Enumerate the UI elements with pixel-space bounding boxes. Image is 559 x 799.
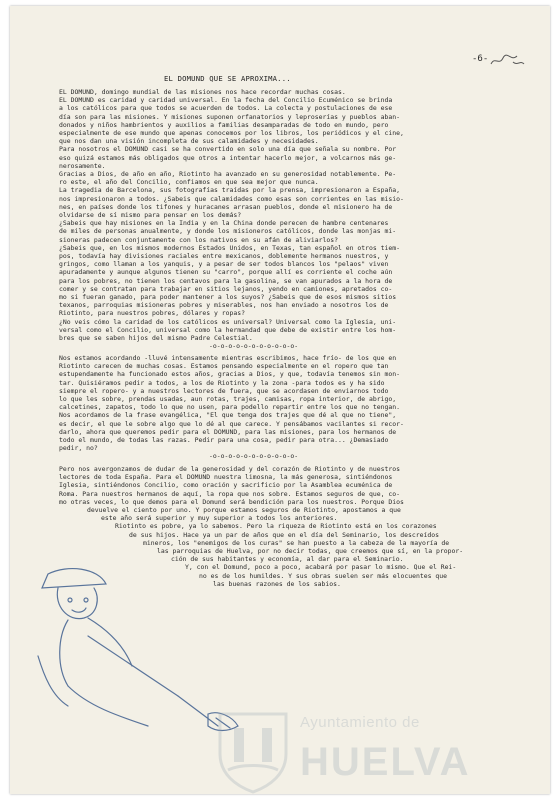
text-line: pedir, no?	[59, 444, 98, 453]
handwritten-mark-icon	[487, 50, 527, 70]
text-line: EL DOMUND es caridad y caridad universal. En la fecha del Concilio Ecuménico se brinda	[59, 96, 393, 105]
text-line: texanos, parroquias misioneras pobres y miserables, nos han enviado a nosotros los de	[59, 301, 389, 310]
text-line: versal como el Concilio, universal como la hermandad que debe de existir entre los hom-	[59, 325, 397, 334]
text-line: a los católicos para que todos se acuerden de todos. La colecta y postulaciones de ese	[59, 104, 393, 113]
text-line: La tragedia de Barcelona, sus fotografías traídas por la prensa, impresionaron a España,	[59, 186, 401, 195]
text-line: Nos estamos acordando -lluvé intensamente mientras escribimos, hace frío- de los que en	[59, 354, 397, 362]
text-line: especialmente de ese mundo que apenas conocemos por los libros, los periódicos y el cine,	[59, 129, 404, 138]
text-line: darlo, ahora que queremos pedir para el DOMUND, para las misiones, para los hermanos de	[59, 427, 397, 436]
text-line: Riotinto es pobre, ya lo sabemos. Pero la riqueza de Riotinto está en los corazones	[115, 522, 437, 531]
text-line: tar. Quisiéramos pedir a todos, a los de Riotinto y la zona -para todos es y ha sido	[59, 378, 385, 387]
text-line: comer y se contratan para trabajar en sitios lejanos, yendo en camiones, apretados co-	[59, 284, 393, 293]
text-line: las buenas razones de los sabios.	[213, 579, 341, 588]
text-line: mineros, los "enemigos de los curas" se han puesto a la cabeza de la mayoría de	[143, 538, 450, 547]
text-line: no es de los humildes. Y sus obras suelen ser más elocuentes que	[199, 571, 448, 580]
watermark	[210, 706, 540, 796]
text-line: Pero nos avergonzamos de dudar de la generosidad y del corazón de Riotinto y de nuestros	[59, 465, 401, 473]
text-line: ción de sus habitantes y economía, al dar para el Seminario.	[171, 555, 404, 564]
text-line: eso quizá estamos más obligados que otros a intentar hacerlo mejor, a volcarnos más ge-	[59, 153, 397, 162]
paragraph-intro	[59, 88, 521, 351]
text-line: para los pobres, no tienen los centavos para la gasolina, se van apurados a la hora de	[59, 276, 393, 285]
text-line: las parroquias de Huelva, por no decir todas, que creemos que sí, en la propor-	[157, 547, 464, 556]
text-line: que nos dan una visión incompleta de sus calamidades y necesidades.	[59, 137, 319, 146]
watermark-line1: Ayuntamiento de	[300, 714, 420, 731]
text-line: mo otras veces, lo que demos para el Domund será bendición para los nuestros. Porque Dios	[59, 497, 404, 506]
text-line: nes, en países donde los tifones y huracanes arrasan pueblos, donde el misionero ha de	[59, 202, 393, 211]
text-line: es decir, el que le sobre algo que lo dé al que carece. Y pensábamos vacilantes si recor-	[59, 419, 404, 428]
document-page	[10, 6, 550, 794]
text-line: siempre el ropero- y a nuestros lectores de fuera, que se acordasen de enviarnos todo	[59, 386, 389, 395]
text-line: nerosamente.	[59, 161, 106, 170]
text-line: EL DOMUND, domingo mundial de las misiones nos hace recordar muchas cosas.	[59, 88, 346, 96]
text-line: todo el mundo, de todas las razas. Pedir para una cosa, pedir para otra... ¿Demasiado	[59, 436, 389, 445]
text-line: Iglesia, sintiéndonos Concilio, como oración y sacrificio por la Asamblea ecuménica de	[59, 481, 393, 490]
city-shield-icon	[214, 708, 292, 794]
text-line: ¿Sabeis que hay misiones en la India y en la China donde perecen de hambre centenares	[59, 219, 389, 228]
text-line: Nos acordamos de la frase evangélica, "El que tenga dos trajes que dé al que no tiene",	[59, 411, 397, 420]
text-line: ¿No veis cómo la caridad de los católicos es universal? Universal como la Iglesia, uni-	[59, 317, 397, 326]
section-separator: -o-o-o-o-o-o-o-o-o-o-o-	[209, 452, 299, 461]
text-line: Roma. Para nuestros hermanos de aquí, la ropa que nos sobre. Estamos seguros de que, co-	[59, 489, 401, 498]
text-line: Para nosotros el DOMUND casi se ha convertido en solo una día que señala su nombre. Por	[59, 145, 397, 154]
text-line: ro este, el año del Concilio, confiamos en que sea mejor que nunca.	[59, 178, 319, 187]
text-line: devuelve el ciento por uno. Y porque estamos seguros de Riotinto, apostamos a que	[87, 506, 401, 515]
text-line: nos impresionaron a todos. ¿Sabeis que calamidades como esas son corrientes en las misio-	[59, 194, 404, 203]
text-line: donados y niños hambrientos y auxilios a familias desamparadas de todo en mundo, pero	[59, 120, 389, 129]
text-line: sioneras padecen conjuntamente con los nativos en su afán de aliviarlos?	[59, 235, 339, 244]
text-line: mo si fueran ganado, para poder mantener a los suyos? ¿Sabeis que de esos mismos sitios	[59, 293, 397, 302]
text-line: estupendamente ha funcionado estos años, gracias a Dios, y que, todavía tenemos sin mon-	[59, 370, 401, 379]
text-line: Y, con el Domund, poco a poco, acabará por pasar lo mismo. Que el Rei-	[185, 563, 457, 572]
text-line: de miles de personas anualmente, y donde los misioneros católicos, donde las monjas mi-	[59, 227, 397, 236]
page-number: -6-	[472, 54, 489, 64]
section-separator: -o-o-o-o-o-o-o-o-o-o-o-	[209, 342, 299, 351]
text-line: calcetines, zapatos, todo lo que no usen, para podello repartir entre los que no tengan.	[59, 403, 401, 412]
text-line: pos, todavía hay divisiones raciales entre mexicanos, doblemente hermanos nuestros, y	[59, 252, 389, 261]
paragraph-ropero	[59, 354, 521, 461]
page-title: EL DOMUND QUE SE APROXIMA...	[164, 74, 291, 83]
text-line: de sus hijos. Hace ya un par de años que en el día del Seminario, los descreídos	[129, 530, 440, 539]
text-line: este año será superior y muy superior a todos los anteriores.	[101, 514, 338, 523]
text-line: olvidarse de sí mismo para pensar en los demás?	[59, 211, 242, 220]
text-line: ¿Sabeis que, en los mismos modernos Estados Unidos, en Texas, tan español en otros tiem-	[59, 243, 401, 252]
text-line: Riotinto carecen de muchas cosas. Estamos pensando especialmente en el ropero que tan	[59, 362, 389, 371]
text-line: Gracias a Dios, de año en año, Riotinto ha avanzado en su generosidad notablemente. Pe-	[59, 170, 397, 179]
text-line: bres que se saben hijos del mismo Padre Celestial.	[59, 334, 253, 343]
text-line: gringos, como llaman a los yanquis, y a pesar de ser todos blancos los "pelaos" viven	[59, 260, 389, 269]
text-line: lectores de toda España. Para el DOMUND nuestra limosna, la más generosa, sintiéndonos	[59, 473, 393, 482]
watermark-line2: HUELVA	[300, 740, 471, 784]
text-line: día son para las misiones. Y misiones suponen orfanatorios y leproserías y pueblos aban-	[59, 112, 401, 121]
text-line: Riotinto, para nuestros pobres, dólares y ropas?	[59, 309, 246, 318]
text-line: lo que les sobre, prendas usadas, aun rotas, trajes, camisas, ropa interior, de abrigo,	[59, 395, 397, 404]
text-line: apuradamente y aunque algunos tienen su "carro", porque allí es corriente el coche aún	[59, 268, 393, 277]
